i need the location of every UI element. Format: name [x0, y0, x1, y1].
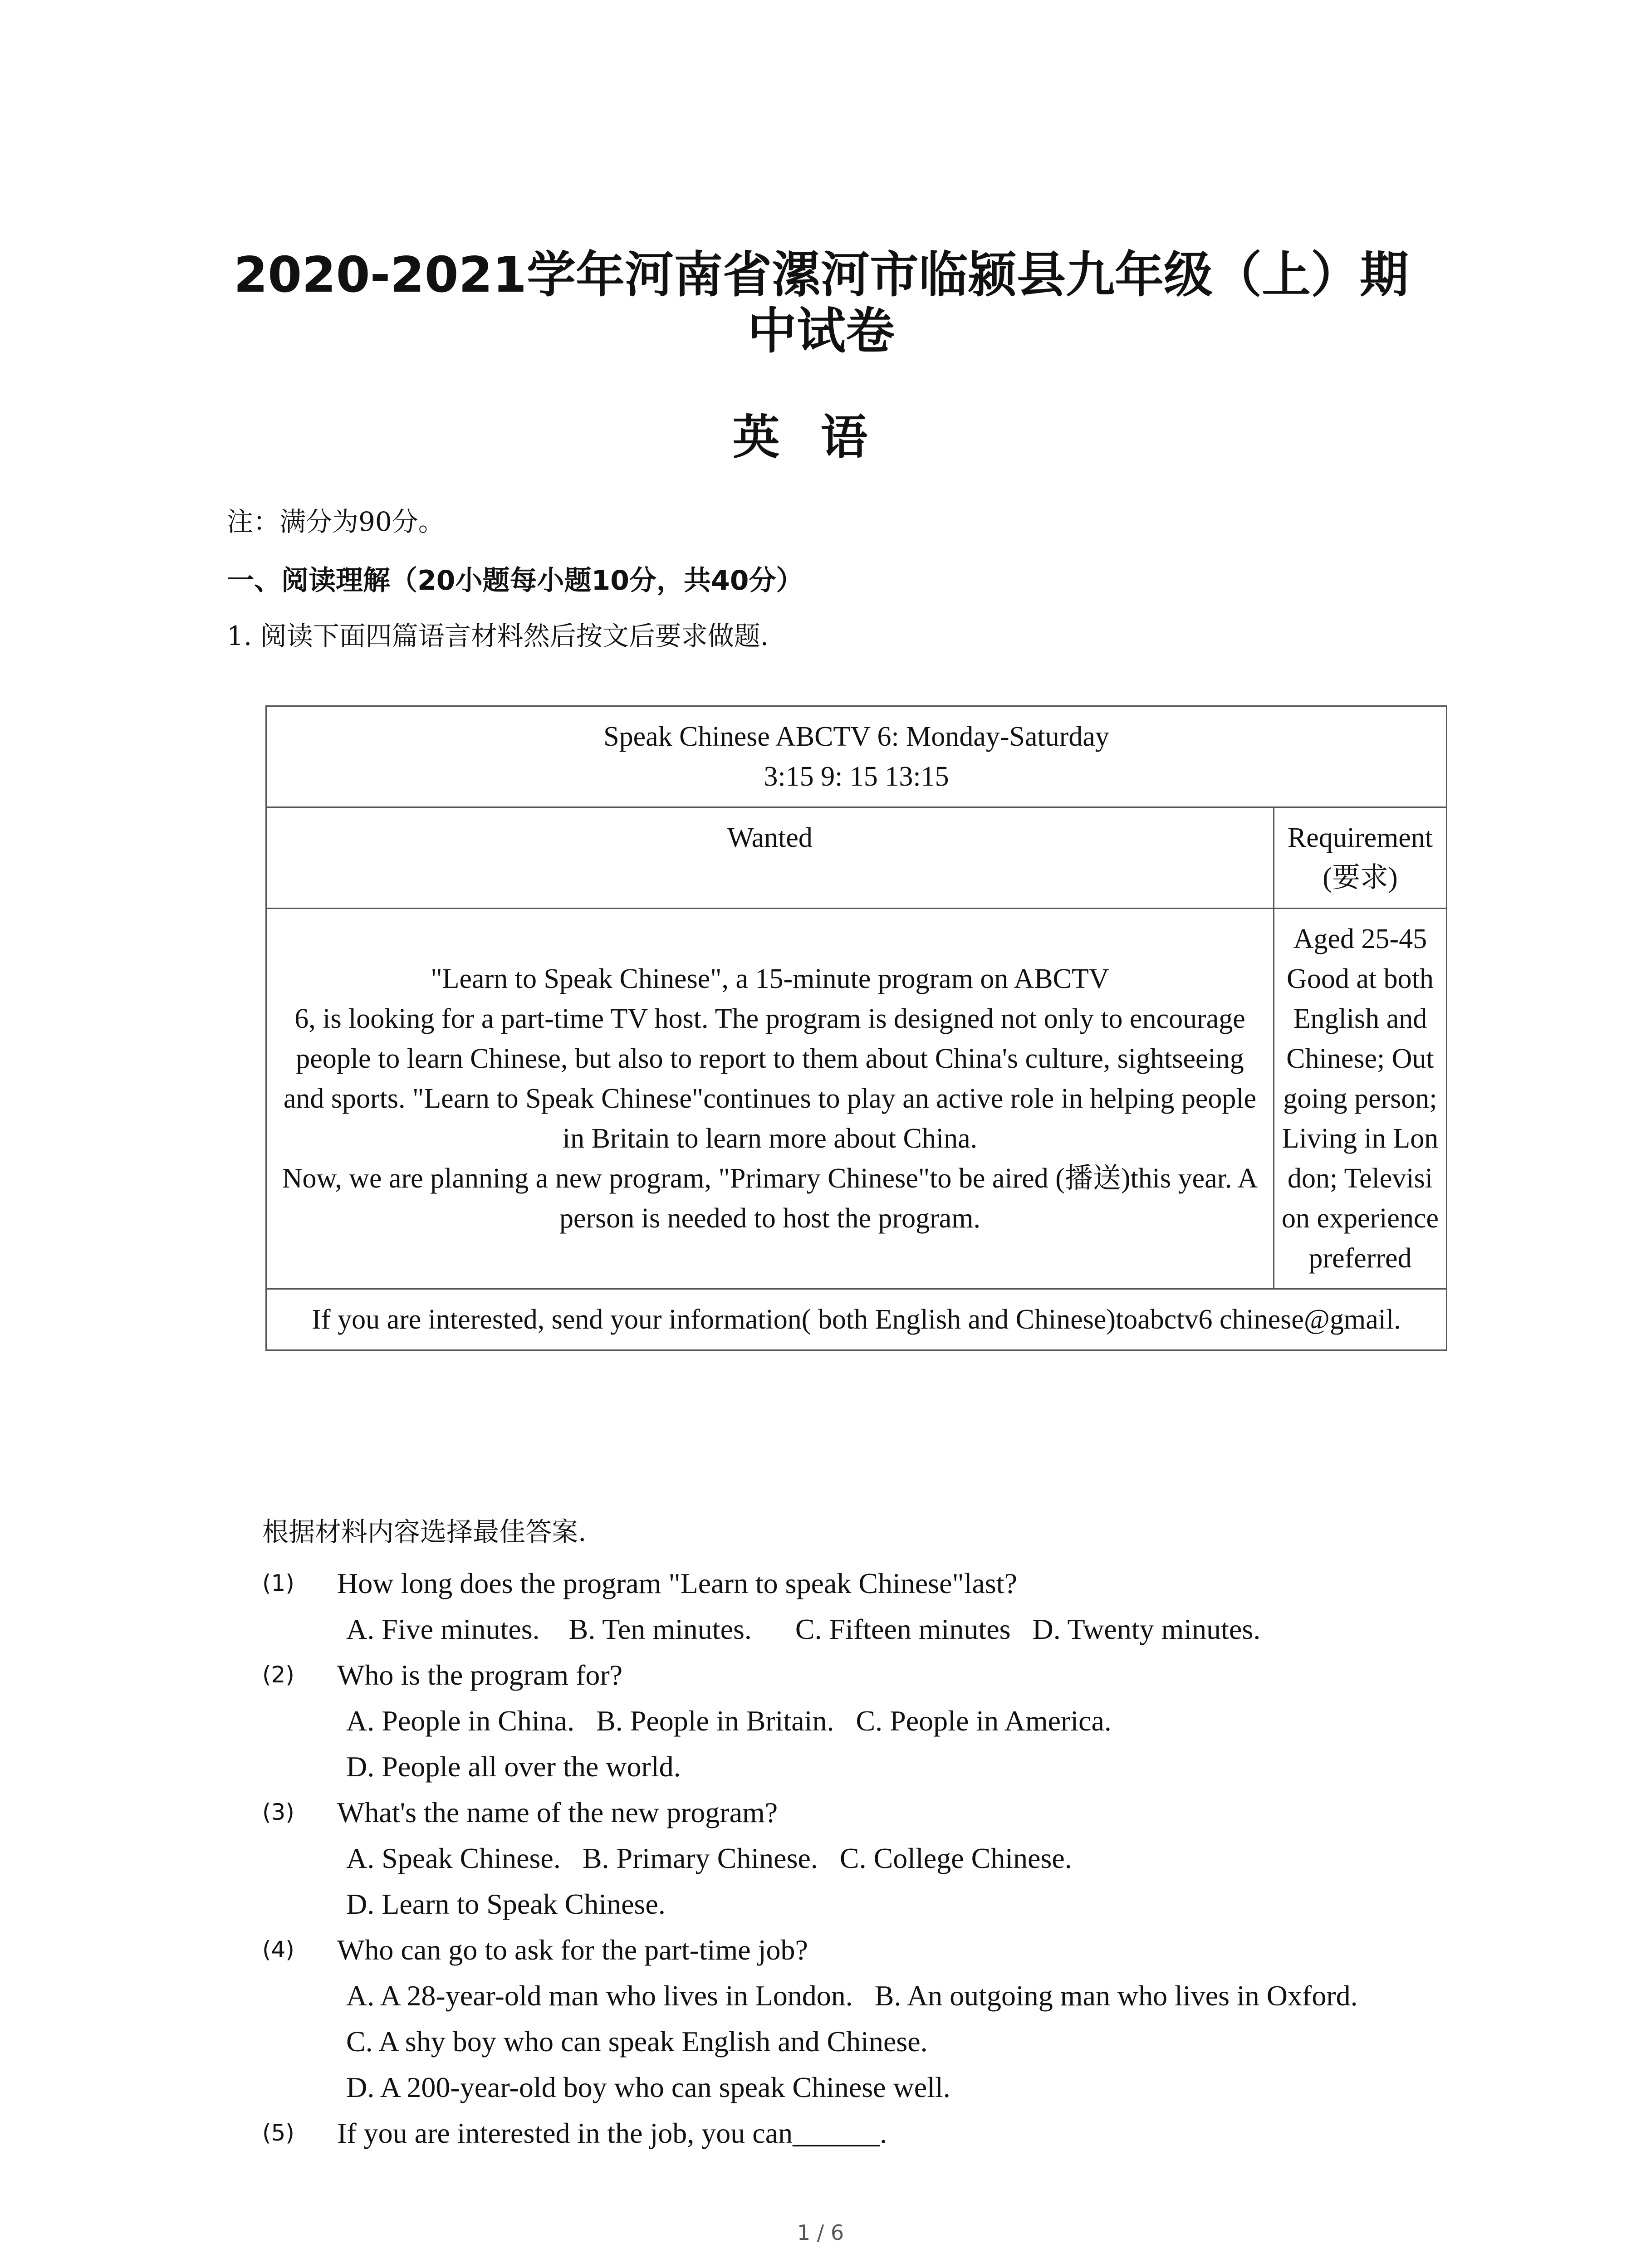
question-number: (3): [262, 1799, 294, 1825]
question-text: How long does the program "Learn to speak Chinese"last?: [337, 1567, 1017, 1599]
question-item: [262, 1927, 1487, 2110]
question-item: [262, 1560, 1487, 1652]
passage-table: [265, 705, 1447, 1351]
wanted-header: Wanted: [266, 807, 1274, 909]
question-item: [262, 1789, 1487, 1927]
answer-options: C. A shy boy who can speak English and Chinese.: [346, 2025, 928, 2058]
question-number: (5): [262, 2120, 294, 2146]
answer-options: A. People in China. B. People in Britain. C. People in America.: [346, 1705, 1112, 1737]
question-number: (4): [262, 1936, 294, 1963]
question-item: [262, 2110, 1487, 2156]
answer-options: D. A 200-year-old boy who can speak Chinese well.: [346, 2071, 950, 2103]
answer-options: D. People all over the world.: [346, 1750, 681, 1783]
passage-body: "Learn to Speak Chinese", a 15-minute program on ABCTV 6, is looking for a part-time TV host. The program is designed not only to encourage people to learn Chinese, but also to report to them about China's culture, sightseeing and sports. "Learn to Speak Chinese"continues to play an active role in helping people in Britain to learn more about China. Now, we are planning a new program, "Primary Chinese"to be aired (播送)this year. A person is needed to host the program.: [266, 909, 1274, 1289]
question-list: [262, 1560, 1487, 2156]
question-number: (1): [262, 1570, 294, 1596]
table-banner: Speak Chinese ABCTV 6: Monday-Saturday 3:15 9: 15 13:15: [266, 706, 1447, 807]
score-note: 注：满分为90分。: [227, 506, 445, 537]
instruction-text: 1. 阅读下面四篇语言材料然后按文后要求做题.: [227, 621, 769, 651]
question-number: (2): [262, 1662, 294, 1688]
question-item: [262, 1652, 1487, 1789]
answer-options: D. Learn to Speak Chinese.: [346, 1888, 666, 1920]
answer-options: A. Speak Chinese. B. Primary Chinese. C. College Chinese.: [346, 1842, 1072, 1874]
page-indicator: 1 / 6: [797, 2220, 844, 2245]
question-text: What's the name of the new program?: [337, 1796, 778, 1828]
section-heading: 一、阅读理解（20小题每小题10分，共40分）: [227, 565, 803, 596]
table-footer: If you are interested, send your information( both English and Chinese)toabctv6 chinese@gmail.: [266, 1289, 1447, 1350]
question-text: If you are interested in the job, you can______.: [337, 2117, 887, 2149]
requirement-list: Aged 25-45 Good at both English and Chinese; Outgoing person; Living in London; Television experience preferred: [1274, 909, 1447, 1289]
subject-heading: 英语: [732, 410, 909, 465]
question-text: Who is the program for?: [337, 1659, 623, 1691]
answer-options: A. Five minutes. B. Ten minutes. C. Fifteen minutes D. Twenty minutes.: [346, 1613, 1261, 1645]
page-title: 2020-2021学年河南省漯河市临颍县九年级（上）期中试卷: [234, 247, 1409, 360]
question-intro: 根据材料内容选择最佳答案.: [262, 1516, 587, 1547]
answer-options: A. A 28-year-old man who lives in London. B. An outgoing man who lives in Oxford.: [346, 1980, 1358, 2012]
requirement-header: Requirement (要求): [1274, 807, 1447, 909]
question-text: Who can go to ask for the part-time job?: [337, 1934, 808, 1966]
